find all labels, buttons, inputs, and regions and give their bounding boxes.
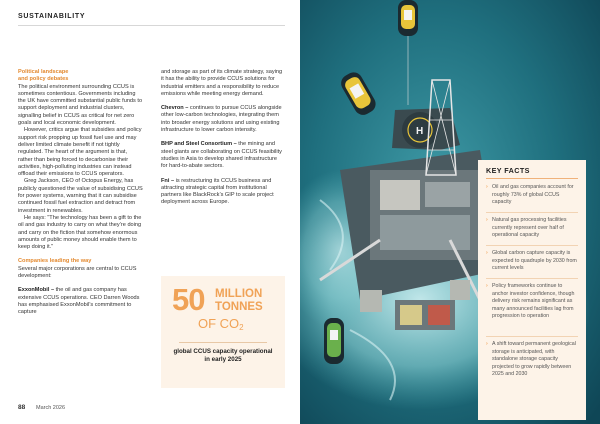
paragraph: He says: "The technology has been a gift to the oil and gas industry to carry on what they’re doing and carry on the fiction that somehow enormous amounts of public money should enable them to keep doing it."	[18, 214, 142, 251]
paragraph: Greg Jackson, CEO of Octopus Energy, has publicly questioned the value of subsidising CCUS for power systems, warning that it can subsidise continued fossil fuel extraction and detract from investment in renewables.	[18, 178, 143, 214]
fact-item: › A shift toward permanent geological storage is anticipated, with standalone storage capacity projected to grow rapidly between 2025 and 2030	[486, 341, 576, 378]
stat-unit: MILLION	[215, 288, 263, 300]
text-column-1	[18, 69, 143, 317]
paragraph: The political environment surrounding CCUS is sometimes contentious. Governments including the UK have committed substantial public funds to support deployment and industrial clusters, signalling belief in CCUS as critical for net zero goals and local economic development.	[18, 83, 143, 127]
text-column-2	[161, 69, 285, 207]
fact-item: › Oil and gas companies account for roughly 73% of global CCUS capacity	[486, 184, 574, 206]
key-facts-box	[478, 160, 586, 420]
paragraph: and storage as part of its climate strategy, saying it has the ability to provide CCUS solutions for industrial emitters and a responsibility to reduce emissions while meeting energy demand.	[161, 69, 283, 97]
heading-companies: Companies leading the way	[18, 258, 92, 265]
fact-item: › Global carbon capture capacity is expected to quadruple by 2030 from current levels	[486, 250, 577, 272]
key-facts-title: KEY FACTS	[486, 166, 530, 175]
tug-boat-top	[398, 0, 418, 36]
paragraph: Several major corporations are central to CCUS development:	[18, 265, 137, 280]
stat-caption: global CCUS capacity operational in early 2025	[173, 348, 273, 363]
stat-divider	[179, 342, 267, 343]
stat-unit: TONNES	[215, 301, 263, 313]
paragraph-exxon: ExxonMobil – the oil and gas company has extensive CCUS operations. CEO Darren Woods has emphasised ExxonMobil’s commitment to capture	[18, 287, 140, 316]
page-number: 88	[18, 404, 26, 411]
paragraph-bhp: BHP and Steel Consortium – the mining and steel giants are collaborating on CCUS feasibility studies in Asia to develop shared infrastructure for hard-to-abate sectors.	[161, 141, 282, 170]
stat-number: 50	[172, 282, 205, 317]
tug-boat-bottom	[324, 318, 344, 364]
paragraph-chevron: Chevron – continues to pursue CCUS alongside other low-carbon technologies, integrating them into broader energy solutions and using existing infrastructure to lower carbon intensity.	[161, 105, 282, 134]
stat-callout	[161, 276, 285, 388]
svg-text:H: H	[416, 126, 424, 137]
paragraph-fni: Fni – is restructuring its CCUS business and attracting strategic capital from institutional partners like BlackRock’s GIP to scale project deployment across Europe.	[161, 177, 274, 206]
key-facts-rule	[486, 178, 578, 179]
issue-date: March 2026	[36, 405, 66, 411]
section-header: SUSTAINABILITY	[18, 13, 86, 20]
stat-unit: OF $CO_2$	[198, 316, 244, 332]
header-rule	[18, 25, 285, 26]
fact-item: › Natural gas processing facilities currently represent over half of operational capacity	[486, 217, 567, 239]
heading-political-landscape: Political landscape and policy debates	[18, 69, 69, 83]
paragraph: However, critics argue that subsidies and policy support risk propping up fossil fuel use and may deliver limited climate benefit if not tightly regulated. The heart of the argument is that, rather than being forced to decarbonise their activities, high-polluting industries can instead offload their emissions to CCUS operators.	[18, 127, 142, 178]
fact-item: › Policy frameworks continue to anchor investor confidence, though delivery risk remains significant as many announced facilities lag from progression to operation	[486, 283, 575, 320]
